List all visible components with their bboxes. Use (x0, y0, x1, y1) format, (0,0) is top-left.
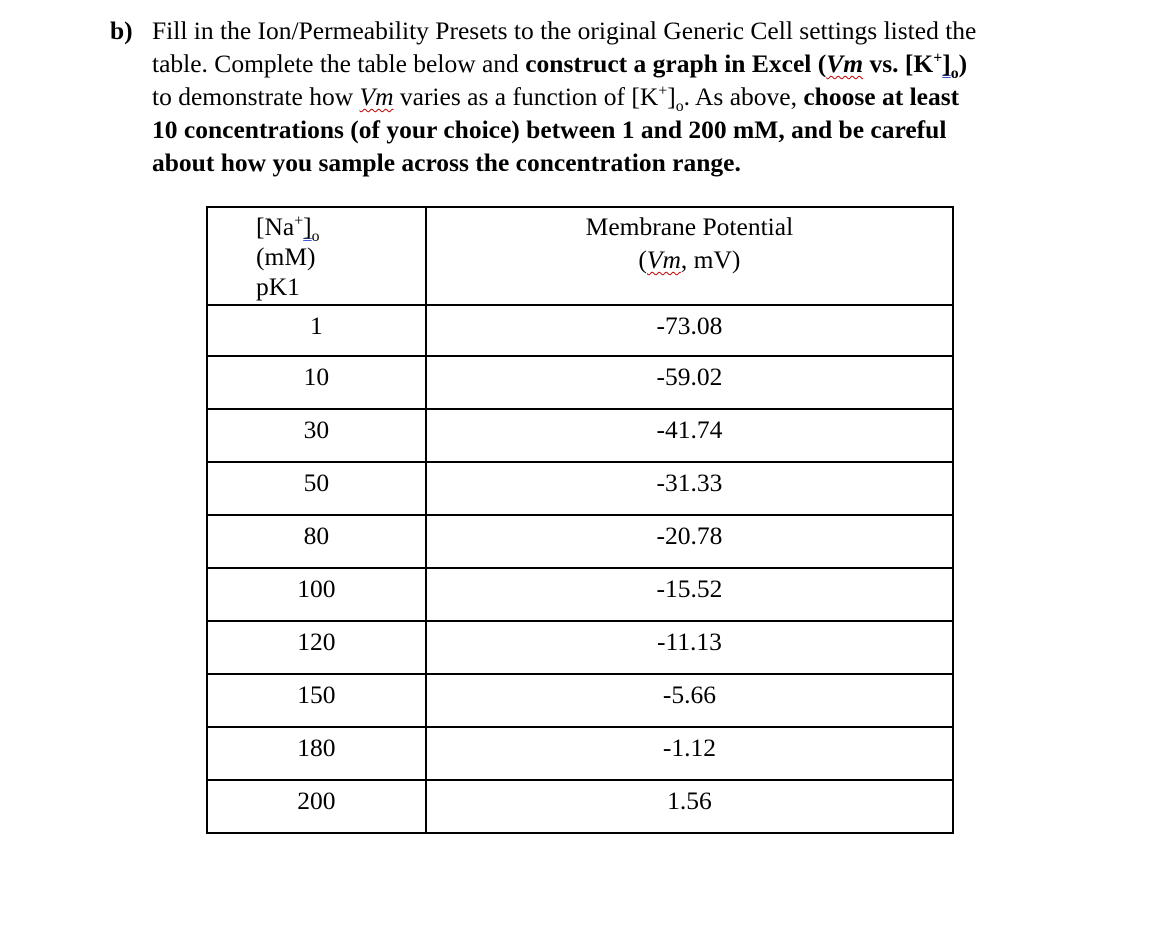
potential-cell: -20.78 (426, 515, 953, 568)
header-concentration: $[Na^+]_o$ (mM) pK1 (207, 207, 426, 305)
question-line-3: to demonstrate how Vm varies as a function of $[K^+]_o$. As above, choose at least (152, 82, 960, 116)
concentration-cell: 1 (207, 305, 426, 356)
table-header-row (207, 207, 953, 305)
potential-cell: -15.52 (426, 568, 953, 621)
potential-cell: -1.12 (426, 727, 953, 780)
question-label: b) (110, 16, 133, 45)
table-row (207, 780, 953, 833)
potential-cell: -31.33 (426, 462, 953, 515)
question-line-4: 10 concentrations (of your choice) between 1 and 200 mM, and be careful (152, 115, 947, 144)
concentration-cell: 30 (207, 409, 426, 462)
potential-cell: -73.08 (426, 305, 953, 356)
potential-cell: -59.02 (426, 356, 953, 409)
question-body (152, 14, 1100, 179)
question-line-5: about how you sample across the concentration range. (152, 148, 741, 177)
potential-cell: 1.56 (426, 780, 953, 833)
concentration-cell: 80 (207, 515, 426, 568)
vm-symbol: Vm (646, 245, 681, 274)
table-row (207, 515, 953, 568)
concentration-cell: 10 (207, 356, 426, 409)
table-row (207, 727, 953, 780)
potential-cell: -41.74 (426, 409, 953, 462)
vm-symbol: Vm (359, 82, 394, 111)
table-row (207, 305, 953, 356)
table-row (207, 409, 953, 462)
table-row (207, 462, 953, 515)
question-line-2: table. Complete the table below and construct a graph in Excel (Vm vs. $[K^+]_o$) (152, 49, 968, 83)
concentration-cell: 200 (207, 780, 426, 833)
header-membrane-potential: Membrane Potential (Vm, mV) (426, 207, 953, 305)
potential-cell: -5.66 (426, 674, 953, 727)
table-row (207, 356, 953, 409)
table-row (207, 621, 953, 674)
concentration-cell: 50 (207, 462, 426, 515)
concentration-cell: 150 (207, 674, 426, 727)
table-row (207, 674, 953, 727)
data-table (206, 206, 954, 834)
question-line-1: Fill in the Ion/Permeability Presets to the original Generic Cell settings listed the (152, 16, 977, 45)
concentration-cell: 100 (207, 568, 426, 621)
vm-symbol: Vm (826, 49, 864, 78)
concentration-cell: 180 (207, 727, 426, 780)
question-text (110, 14, 1100, 179)
table-row (207, 568, 953, 621)
potential-cell: -11.13 (426, 621, 953, 674)
concentration-cell: 120 (207, 621, 426, 674)
